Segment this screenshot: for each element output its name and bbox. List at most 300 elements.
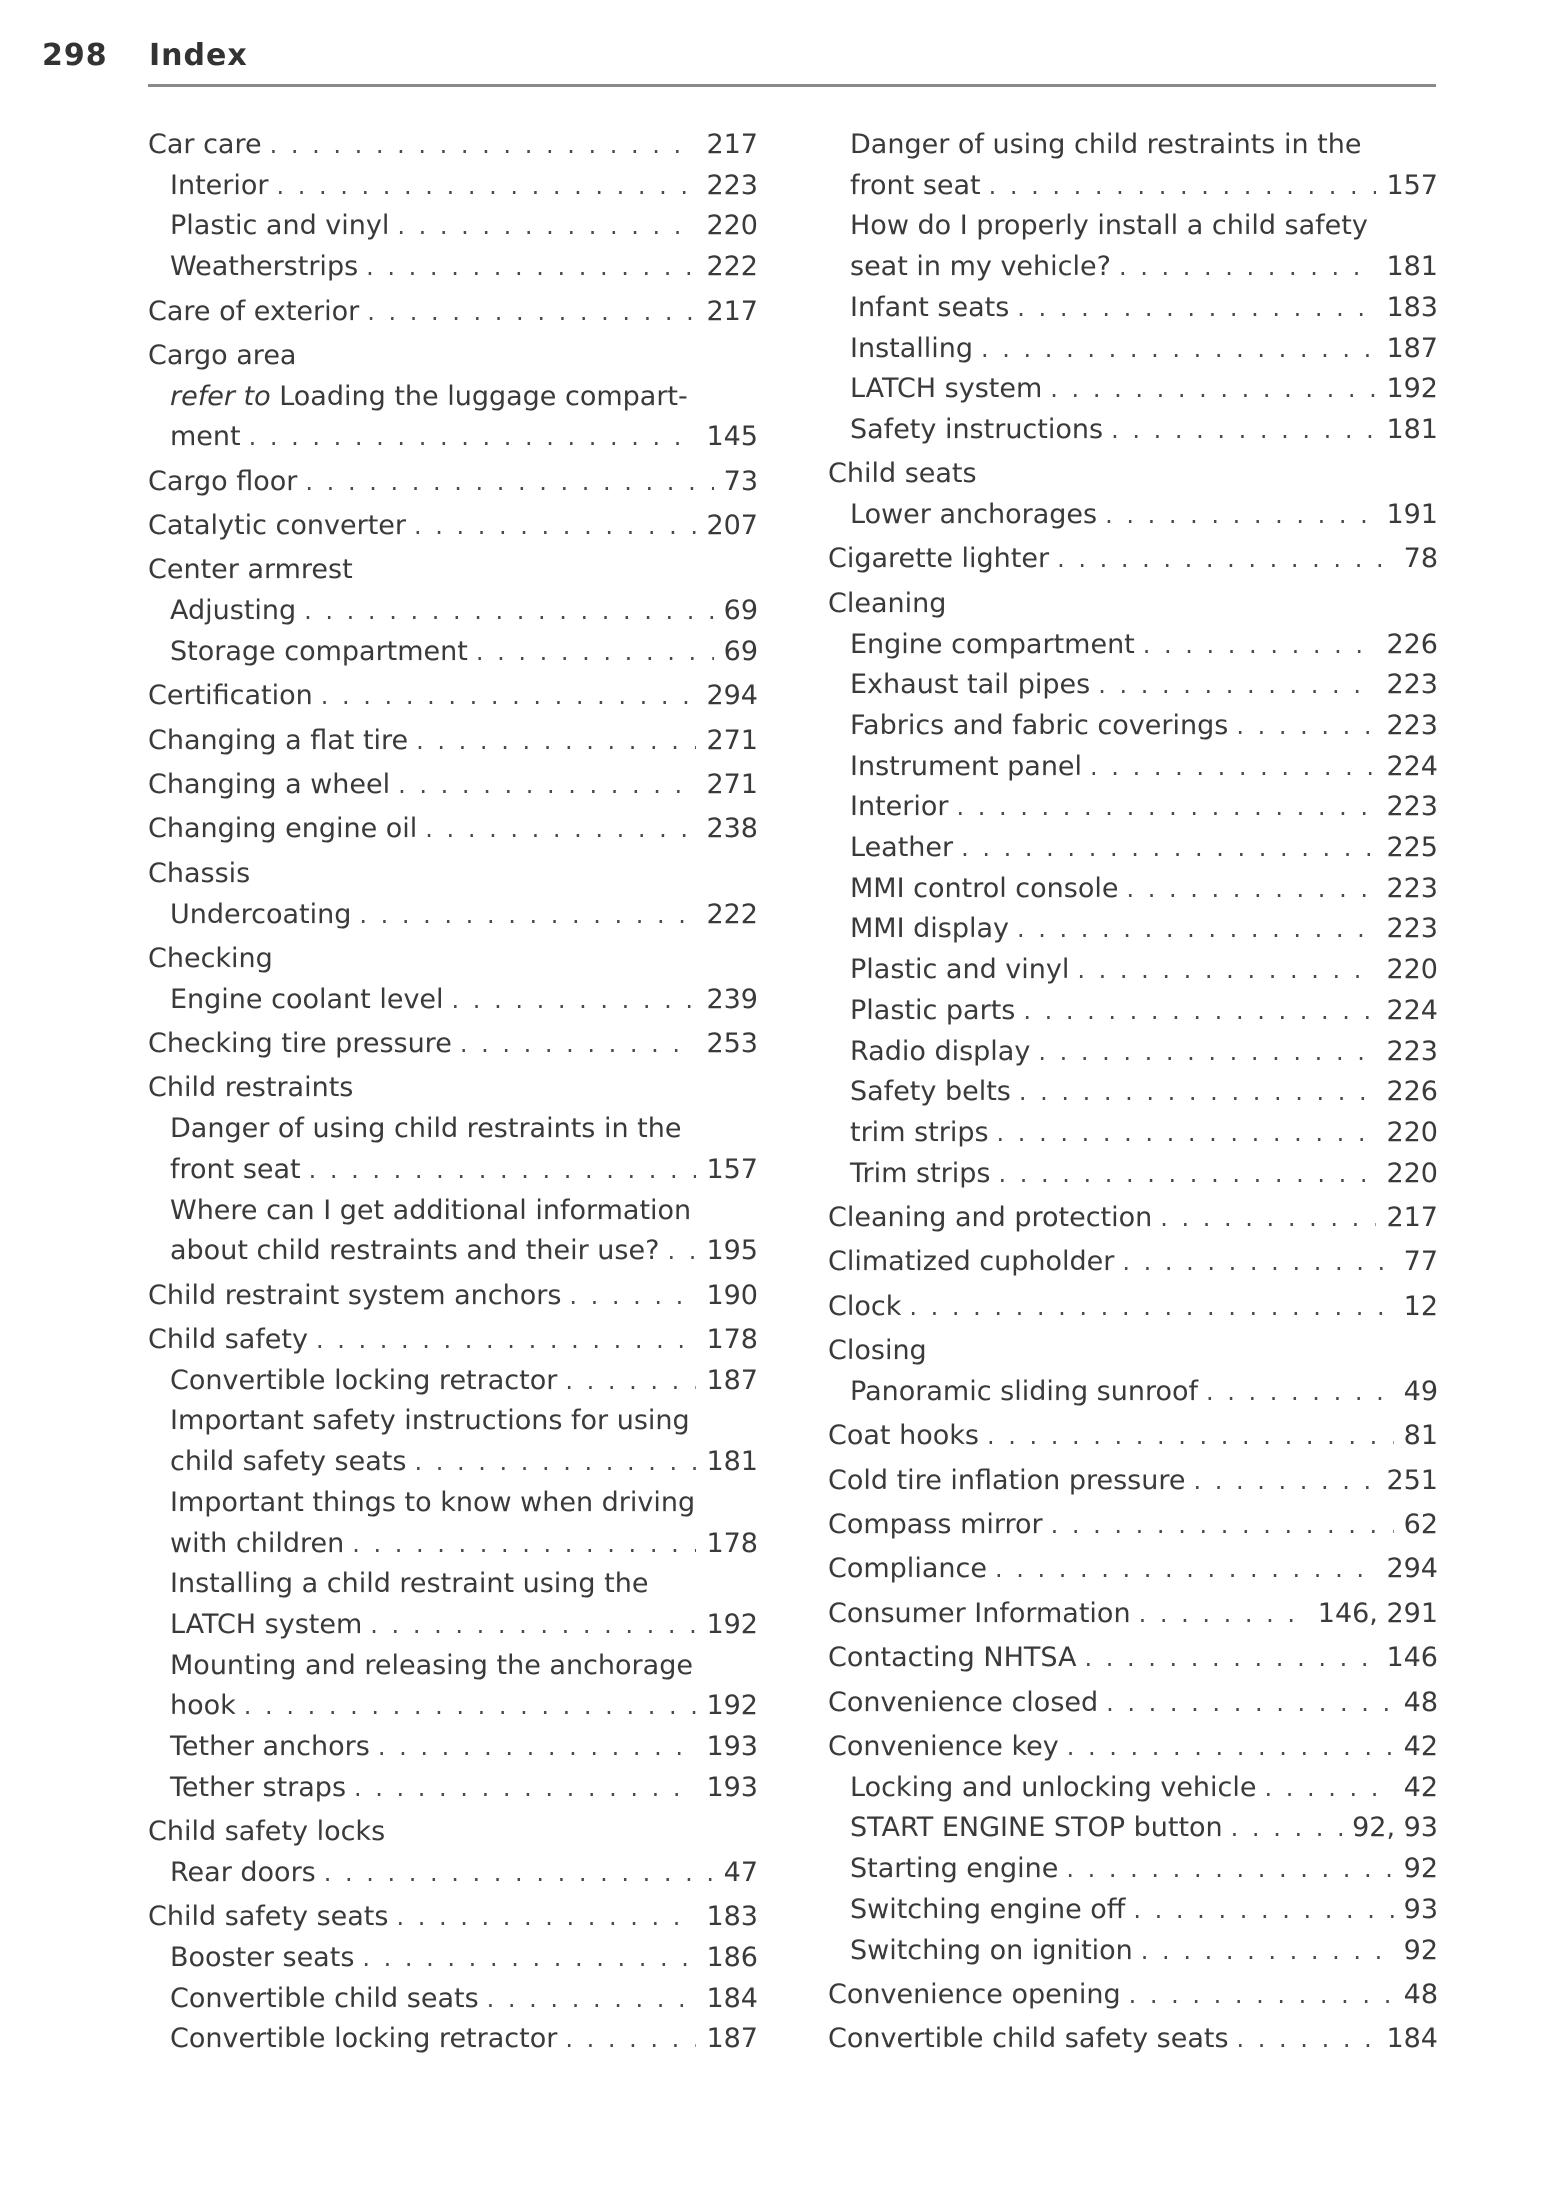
- dot-leader: [1121, 1975, 1394, 2016]
- dot-leader: [408, 721, 696, 762]
- index-term: LATCH system: [170, 1608, 363, 1640]
- index-term: Plastic and vinyl: [850, 954, 1070, 986]
- page-reference: 92: [1403, 1853, 1438, 1885]
- page-reference: 187: [706, 2023, 758, 2055]
- page-reference: 181: [1386, 413, 1438, 445]
- dot-leader: [1118, 869, 1376, 910]
- index-subentry: [148, 1605, 758, 1646]
- index-term: Plastic and vinyl: [170, 210, 390, 242]
- dot-leader: [973, 329, 1376, 370]
- index-term: Child restraints: [148, 1072, 354, 1104]
- dot-leader: [1198, 1372, 1394, 1413]
- dot-leader: [1030, 1032, 1376, 1073]
- page-reference: 191: [1386, 499, 1438, 531]
- index-term: Child safety seats: [148, 1901, 389, 1933]
- dot-leader: [417, 809, 696, 850]
- index-term: trim strips: [850, 1116, 989, 1148]
- dot-leader: [1076, 1638, 1376, 1679]
- dot-leader: [1152, 1198, 1376, 1239]
- index-term: Fabrics and fabric coverings: [850, 709, 1229, 741]
- dot-leader: [1257, 1768, 1394, 1809]
- page-reference: 251: [1386, 1464, 1438, 1496]
- index-term: Checking tire pressure: [148, 1028, 452, 1060]
- index-subentry: [828, 410, 1438, 451]
- index-column-left: [148, 125, 758, 2060]
- dot-leader: [406, 506, 696, 547]
- index-subentry: [828, 909, 1438, 950]
- index-subentry: [828, 288, 1438, 329]
- index-term: Plastic parts: [850, 994, 1016, 1026]
- index-term: Important safety instructions for using: [170, 1405, 690, 1437]
- dot-leader: [1082, 747, 1376, 788]
- dot-leader: [1042, 369, 1376, 410]
- index-term: Chassis: [148, 857, 251, 889]
- page-reference: 294: [706, 680, 758, 712]
- index-subentry: [828, 950, 1438, 991]
- page-reference: 184: [706, 1982, 758, 2014]
- index-subentry: [148, 591, 758, 632]
- index-entry: [148, 462, 758, 503]
- index-term: Tether anchors: [170, 1731, 370, 1763]
- index-term: Installing: [850, 332, 974, 364]
- page-reference: 192: [706, 1690, 758, 1722]
- dot-leader: [241, 417, 697, 458]
- dot-leader: [979, 1416, 1394, 1457]
- index-entry: [828, 1549, 1438, 1590]
- page-reference: 187: [1386, 332, 1438, 364]
- index-subentry: [148, 1938, 758, 1979]
- page-reference: 181: [706, 1446, 758, 1478]
- dot-leader: [1009, 909, 1376, 950]
- page-reference: 47: [723, 1856, 758, 1888]
- page-reference: 223: [1386, 1035, 1438, 1067]
- index-entry: [148, 336, 758, 377]
- index-term: Child safety: [148, 1324, 308, 1355]
- index-term: child safety seats: [170, 1446, 407, 1478]
- index-term: Trim strips: [850, 1157, 991, 1189]
- dot-leader: [344, 1524, 696, 1565]
- index-subentry: [148, 2019, 758, 2060]
- index-term: Radio display: [850, 1035, 1031, 1067]
- index-subentry: [148, 377, 758, 418]
- index-term: Contacting NHTSA: [828, 1642, 1077, 1674]
- index-term: Lower anchorages: [850, 499, 1098, 531]
- dot-leader: [301, 1150, 697, 1191]
- dot-leader: [1009, 288, 1376, 329]
- index-subentry: [148, 1979, 758, 2020]
- index-term: front seat: [850, 169, 981, 201]
- index-subentry: [828, 991, 1438, 1032]
- index-term: Storage compartment: [170, 635, 468, 667]
- index-subentry: [148, 1150, 758, 1191]
- index-term: Switching on ignition: [850, 1934, 1133, 1966]
- index-subentry: [148, 1109, 758, 1150]
- index-term: Car care: [148, 129, 262, 160]
- index-term: Child seats: [828, 458, 977, 490]
- index-term: Care of exterior: [148, 295, 360, 327]
- index-subentry: [828, 125, 1438, 166]
- index-subentry: [148, 1483, 758, 1524]
- page-reference: 226: [1386, 628, 1438, 660]
- page-reference: 92: [1403, 1934, 1438, 1966]
- index-subentry: [828, 706, 1438, 747]
- index-entry: [828, 584, 1438, 625]
- index-subentry: [148, 1646, 758, 1687]
- index-term: Cigarette lighter: [828, 543, 1050, 575]
- index-subentry: [828, 1808, 1438, 1849]
- index-subentry: [828, 495, 1438, 536]
- index-subentry: [148, 1524, 758, 1565]
- index-term: Checking: [148, 942, 273, 974]
- index-term: Locking and unlocking vehicle: [850, 1771, 1257, 1803]
- page-reference: 195: [706, 1235, 758, 1267]
- dot-leader: [1098, 1683, 1394, 1724]
- index-subentry: [148, 895, 758, 936]
- index-term: Infant seats: [850, 291, 1010, 323]
- page-reference: 157: [1386, 169, 1438, 201]
- index-subentry: [828, 1032, 1438, 1073]
- page-reference: 217: [706, 129, 758, 160]
- index-term: How do I properly install a child safety: [850, 210, 1368, 242]
- dot-leader: [1011, 1072, 1377, 1113]
- index-term: Instrument panel: [850, 750, 1083, 782]
- index-entry: [148, 854, 758, 895]
- index-term: Convenience key: [828, 1731, 1059, 1763]
- page-reference: 157: [706, 1153, 758, 1185]
- index-term: MMI control console: [850, 872, 1119, 904]
- page-reference: 220: [1386, 1157, 1438, 1189]
- dot-leader: [479, 1979, 697, 2020]
- index-term: LATCH system: [850, 373, 1043, 405]
- index-term: Engine compartment: [850, 628, 1135, 660]
- index-term: Cleaning and protection: [828, 1202, 1153, 1234]
- page-reference: 78: [1403, 543, 1438, 575]
- index-subentry: [828, 1931, 1438, 1972]
- page-reference: 62: [1403, 1509, 1438, 1541]
- index-term: Weatherstrips: [170, 251, 359, 283]
- index-term: Closing: [828, 1335, 927, 1367]
- index-term: Convenience opening: [828, 1978, 1121, 2010]
- page-reference: 181: [1386, 251, 1438, 283]
- index-term: Climatized cupholder: [828, 1246, 1115, 1278]
- page-reference: 224: [1386, 750, 1438, 782]
- index-entry: [828, 539, 1438, 580]
- page-reference: 42: [1403, 1771, 1438, 1803]
- index-subentry: [148, 1853, 758, 1894]
- index-term: Cold tire inflation pressure: [828, 1464, 1186, 1496]
- page-reference: 193: [706, 1731, 758, 1763]
- dot-leader: [452, 1024, 697, 1065]
- page-reference: 223: [1386, 791, 1438, 823]
- index-subentry: [828, 329, 1438, 370]
- index-term: Mounting and releasing the anchorage: [170, 1649, 693, 1681]
- page-reference: 69: [723, 595, 758, 627]
- dot-leader: [987, 1549, 1377, 1590]
- index-entry: [828, 1975, 1438, 2016]
- index-subentry: [828, 1072, 1438, 1113]
- dot-leader: [1058, 1849, 1393, 1890]
- index-term: Engine coolant level: [170, 983, 444, 1015]
- index-subentry: [828, 369, 1438, 410]
- index-subentry: [148, 166, 758, 207]
- index-term: Exhaust tail pipes: [850, 669, 1091, 701]
- index-term: Switching engine off: [850, 1893, 1126, 1925]
- dot-leader: [1090, 665, 1376, 706]
- dot-leader: [389, 206, 696, 247]
- page-reference: 81: [1403, 1420, 1438, 1452]
- index-entry: [828, 454, 1438, 495]
- index-entry: [148, 1068, 758, 1109]
- page-reference: 217: [1386, 1202, 1438, 1234]
- page-reference: 220: [1386, 954, 1438, 986]
- index-term: Convenience closed: [828, 1686, 1099, 1718]
- dot-leader: [388, 1897, 696, 1938]
- index-subentry: [828, 247, 1438, 288]
- index-entry: [148, 676, 758, 717]
- page-reference: 183: [706, 1901, 758, 1933]
- page-reference: 146, 291: [1317, 1597, 1438, 1629]
- dot-leader: [316, 1853, 714, 1894]
- dot-leader: [346, 1768, 696, 1809]
- index-term: Changing a wheel: [148, 769, 391, 801]
- page-header: [42, 38, 1442, 88]
- page-reference: 271: [706, 769, 758, 801]
- page-reference: 238: [706, 813, 758, 845]
- dot-leader: [444, 980, 697, 1021]
- index-term: Interior: [850, 791, 949, 823]
- dot-leader: [989, 1113, 1377, 1154]
- index-subentry: [148, 247, 758, 288]
- dot-leader: [1069, 950, 1376, 991]
- dot-leader: [1114, 1242, 1393, 1283]
- index-term: Where can I get additional information: [170, 1194, 692, 1226]
- page-reference: 193: [706, 1771, 758, 1803]
- index-entry: [148, 506, 758, 547]
- index-term: front seat: [170, 1153, 301, 1185]
- index-term: Changing engine oil: [148, 813, 418, 845]
- index-term: Safety belts: [850, 1076, 1011, 1108]
- dot-leader: [557, 1361, 696, 1402]
- page-reference: 73: [723, 465, 758, 497]
- page-reference: 77: [1403, 1246, 1438, 1278]
- dot-leader: [990, 1154, 1376, 1195]
- index-subentry: [828, 787, 1438, 828]
- dot-leader: [1185, 1461, 1376, 1502]
- index-subentry: [148, 1727, 758, 1768]
- page-reference: 223: [1386, 709, 1438, 741]
- index-entry: [148, 765, 758, 806]
- page-reference: 183: [1386, 291, 1438, 323]
- page-reference: 190: [706, 1279, 758, 1311]
- dot-leader: [236, 1686, 697, 1727]
- page-reference: 69: [723, 635, 758, 667]
- dot-leader: [557, 2019, 696, 2060]
- dot-leader: [953, 828, 1376, 869]
- dot-leader: [359, 292, 696, 333]
- index-entry: [148, 721, 758, 762]
- dot-leader: [406, 1442, 696, 1483]
- index-subentry: [148, 1686, 758, 1727]
- index-term: Certification: [148, 680, 313, 712]
- page-reference: 294: [1386, 1553, 1438, 1585]
- index-subentry: [148, 417, 758, 458]
- dot-leader: [1043, 1505, 1394, 1546]
- index-subentry: [148, 1401, 758, 1442]
- index-entry: [148, 1320, 758, 1361]
- index-term: Clock: [828, 1290, 902, 1322]
- index-term: Leather: [850, 832, 954, 864]
- dot-leader: [1133, 1931, 1394, 1972]
- index-subentry: [828, 828, 1438, 869]
- index-entry: [828, 2019, 1438, 2060]
- index-term: Adjusting: [170, 595, 297, 627]
- index-subentry: [148, 1564, 758, 1605]
- page-number: 298: [42, 38, 108, 73]
- index-term: ment: [170, 421, 241, 453]
- page-reference: 186: [706, 1941, 758, 1973]
- index-term: Booster seats: [170, 1941, 355, 1973]
- index-term: Catalytic converter: [148, 510, 406, 542]
- dot-leader: [308, 1320, 696, 1361]
- dot-leader: [370, 1727, 697, 1768]
- dot-leader: [269, 166, 697, 207]
- dot-leader: [296, 591, 713, 632]
- index-subentry: [148, 980, 758, 1021]
- index-column-right: [828, 125, 1438, 2060]
- index-entry: [148, 1276, 758, 1317]
- dot-leader: [1135, 625, 1377, 666]
- index-term: Compass mirror: [828, 1509, 1043, 1541]
- page-reference: 49: [1403, 1375, 1438, 1407]
- index-subentry: [828, 166, 1438, 207]
- index-subentry: [828, 665, 1438, 706]
- index-term: Cargo floor: [148, 465, 298, 497]
- page-reference: 146: [1386, 1642, 1438, 1674]
- index-term: Consumer Information: [828, 1597, 1131, 1629]
- index-term: refer to Loading the luggage compart-: [170, 380, 688, 412]
- index-subentry: [148, 206, 758, 247]
- index-entry: [148, 125, 758, 166]
- index-term: Safety instructions: [850, 413, 1104, 445]
- index-term: Tether straps: [170, 1771, 347, 1803]
- dot-leader: [1223, 1808, 1342, 1849]
- dot-leader: [262, 125, 697, 166]
- page-reference: 48: [1403, 1978, 1438, 2010]
- index-term: Changing a flat tire: [148, 724, 409, 756]
- dot-leader: [659, 1231, 696, 1272]
- dot-leader: [1131, 1594, 1308, 1635]
- page-reference: 184: [1386, 2023, 1438, 2055]
- dot-leader: [297, 462, 713, 503]
- index-term: Panoramic sliding sunroof: [850, 1375, 1199, 1407]
- index-entry: [828, 1461, 1438, 1502]
- dot-leader: [1228, 706, 1376, 747]
- index-term: Rear doors: [170, 1856, 316, 1888]
- index-subentry: [828, 625, 1438, 666]
- index-entry: [148, 292, 758, 333]
- index-entry: [148, 1897, 758, 1938]
- index-term: Child safety locks: [148, 1816, 386, 1848]
- page-reference: 48: [1403, 1686, 1438, 1718]
- index-subentry: [828, 1849, 1438, 1890]
- dot-leader: [1097, 495, 1376, 536]
- index-term: about child restraints and their use?: [170, 1235, 660, 1267]
- index-term: Convertible locking retractor: [170, 1364, 558, 1396]
- page-reference: 12: [1403, 1290, 1438, 1322]
- index-entry: [828, 1638, 1438, 1679]
- index-term: Danger of using child restraints in the: [850, 129, 1362, 160]
- index-entry: [828, 1594, 1438, 1635]
- dot-leader: [1015, 991, 1376, 1032]
- index-term: START ENGINE STOP button: [850, 1812, 1223, 1844]
- index-subentry: [148, 1768, 758, 1809]
- index-term: Child restraint system anchors: [148, 1279, 562, 1311]
- dot-leader: [949, 787, 1377, 828]
- section-title: Index: [149, 38, 248, 73]
- dot-leader: [354, 1938, 696, 1979]
- index-subentry: [148, 1361, 758, 1402]
- dot-leader: [313, 676, 697, 717]
- index-term: hook: [170, 1690, 236, 1722]
- page-reference: 222: [706, 898, 758, 930]
- page-reference: 207: [706, 510, 758, 542]
- index-entry: [828, 1416, 1438, 1457]
- index-term: with children: [170, 1527, 345, 1559]
- index-subentry: [828, 1154, 1438, 1195]
- page-reference: 223: [1386, 669, 1438, 701]
- page-reference: 226: [1386, 1076, 1438, 1108]
- index-subentry: [148, 1231, 758, 1272]
- page-reference: 224: [1386, 994, 1438, 1026]
- page-reference: 220: [1386, 1116, 1438, 1148]
- dot-leader: [351, 895, 696, 936]
- index-term: Danger of using child restraints in the: [170, 1113, 682, 1145]
- index-subentry: [828, 1113, 1438, 1154]
- page-reference: 217: [706, 295, 758, 327]
- index-subentry: [148, 1191, 758, 1232]
- page-reference: 145: [706, 421, 758, 453]
- dot-leader: [981, 166, 1377, 207]
- index-term: MMI display: [850, 913, 1010, 945]
- page-reference: 187: [706, 1364, 758, 1396]
- index-subentry: [148, 632, 758, 673]
- index-term: Convertible child safety seats: [828, 2023, 1229, 2055]
- dot-leader: [1049, 539, 1394, 580]
- index-entry: [828, 1505, 1438, 1546]
- dot-leader: [358, 247, 696, 288]
- index-term: Interior: [170, 169, 269, 201]
- dot-leader: [561, 1276, 696, 1317]
- index-subentry: [828, 1890, 1438, 1931]
- index-subentry: [148, 1442, 758, 1483]
- page-reference: 192: [706, 1608, 758, 1640]
- page-reference: 223: [1386, 913, 1438, 945]
- index-subentry: [828, 869, 1438, 910]
- page-reference: 178: [706, 1324, 758, 1355]
- index-entry: [828, 1683, 1438, 1724]
- index-term: Convertible child seats: [170, 1982, 479, 2014]
- index-term: Center armrest: [148, 554, 353, 586]
- index-entry: [828, 1198, 1438, 1239]
- index-subentry: [828, 1372, 1438, 1413]
- page-reference: 192: [1386, 373, 1438, 405]
- index-entry: [828, 1242, 1438, 1283]
- index-term: Coat hooks: [828, 1420, 979, 1452]
- index-entry: [828, 1331, 1438, 1372]
- page-reference: 42: [1403, 1731, 1438, 1763]
- dot-leader: [468, 632, 714, 673]
- dot-leader: [1111, 247, 1377, 288]
